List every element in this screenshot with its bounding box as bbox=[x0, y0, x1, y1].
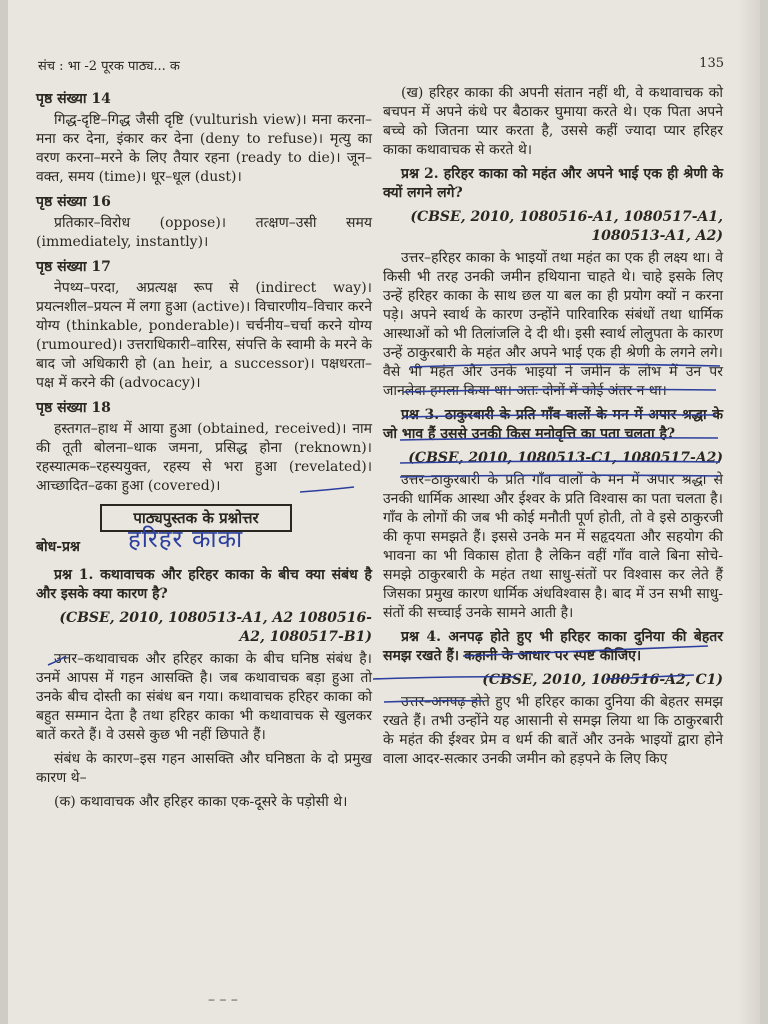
page-fold-shadow bbox=[738, 0, 760, 1024]
book-page bbox=[8, 0, 760, 1024]
section-heading-18: पृष्ठ संख्या 18 bbox=[36, 400, 111, 416]
section-heading-17: पृष्ठ संख्या 17 bbox=[36, 259, 111, 275]
section-heading-16: पृष्ठ संख्या 16 bbox=[36, 194, 111, 210]
question-1-reference: (CBSE, 2010, 1080513-A1, A2 1080516-A2, 1080517-B1) bbox=[59, 610, 372, 645]
textbook-qa-box-title: पाठ्यपुस्तक के प्रश्नोत्तर bbox=[100, 504, 292, 532]
answer-3: उत्तर–ठाकुरबारी के प्रति गाँव वालों के मन में अपार श्रद्धा से उनकी धार्मिक आस्था और ईश्वर के प्रति विश्वास का पता चलता है। गाँव के लोगों की जब भी कोई मनौती पूर्ण होती, तो वे इसे ठाकुरजी की कृपा समझते हैं। इससे उनके मन में सहृदयता और सहयोग की भावना का भी विकास होता है लेकिन वहीं गाँव वाले बिना सोचे-समझे ठाकुरबारी के महंत तथा साधु-संतों पर विश्वास कर लेते हैं जिसका प्रमुख कारण धार्मिक अंधविश्वास है। बाद में उन सभी साधु-संतों की सच्चाई उनके सामने आती है। bbox=[383, 472, 723, 621]
answer-1-reasons: संबंध के कारण–इस गहन आसक्ति और घनिष्ठता के दो प्रमुख कारण थे– bbox=[36, 751, 372, 786]
header-left: संच : भा -2 पूरक पाठ्य... क bbox=[38, 59, 180, 74]
answer-2: उत्तर–हरिहर काका के भाइयों तथा महंत का एक ही लक्ष्य था। वे किसी भी तरह उनकी जमीन हथियाना चाहते थे। चाहे इसके लिए उन्हें हरिहर काका के साथ छल या बल का ही प्रयोग क्यों न करना पड़े। अपने स्वार्थ के कारण उन्होंने पारिवारिक संबंधों तथा धार्मिक आस्थाओं को भी तिलांजलि दे दी थी। इसी स्वार्थ लोलुपता के कारण उन्हें ठाकुरबारी के महंत और अपने भाई एक ही श्रेणी के लगने लगे। वैसे भी महंत और उनके भाइयों ने जमीन के लोभ में उन पर जानलेवा हमला किया था। अतः दोनों में कोई अंतर न था। bbox=[383, 250, 723, 399]
question-4: प्रश्न 4. अनपढ़ होते हुए भी हरिहर काका दुनिया की बेहतर समझ रखते हैं। कहानी के आधार पर स्पष्ट कीजिए। bbox=[383, 629, 723, 664]
bodh-prashn-row bbox=[36, 525, 372, 562]
glossary-18: हस्तगत–हाथ में आया हुआ (obtained, received)। नाम की तूती बोलना–धाक जमना, प्रसिद्ध होना (reknown)। रहस्यात्मक–रहस्ययुक्त, रहस्य से भरा हुआ (revelated)। आच्छादित–ढका हुआ (covered)। bbox=[36, 421, 372, 494]
question-1: प्रश्न 1. कथावाचक और हरिहर काका के बीच क्या संबंध है और इसके क्या कारण है? bbox=[36, 567, 372, 602]
question-4-reference: (CBSE, 2010, 1080516-A2, C1) bbox=[482, 672, 723, 688]
glossary-16: प्रतिकार–विरोध (oppose)। तत्क्षण–उसी समय (immediately, instantly)। bbox=[36, 215, 372, 250]
section-heading-14: पृष्ठ संख्या 14 bbox=[36, 91, 111, 107]
question-3: प्रश्न 3. ठाकुरबारी के प्रति गाँव वालों के मन में अपार श्रद्धा के जो भाव हैं उससे उनकी किस मनोवृत्ति का पता चलता है? bbox=[383, 407, 723, 442]
question-3-reference: (CBSE, 2010, 1080513-C1, 1080517-A2) bbox=[408, 450, 723, 466]
running-header bbox=[38, 56, 724, 78]
answer-1: उत्तर–कथावाचक और हरिहर काका के बीच घनिष्ठ संबंध है। उनमें आपस में गहन आसक्ति है। जब कथावाचक बड़ा हुआ तो उनके बीच दोस्ती का संबंध बन गया। कथावाचक हरिहर काका को बहुत सम्मान देता है तथा हरिहर काका भी कथावाचक से खुलकर बातें करते हैं। वे उससे कुछ भी नहीं छिपाते हैं। bbox=[36, 651, 372, 743]
footer-dashes: – – – bbox=[208, 992, 238, 1008]
question-2: प्रश्न 2. हरिहर काका को महंत और अपने भाई एक ही श्रेणी के क्यों लगने लगे? bbox=[383, 166, 723, 201]
glossary-17: नेपथ्य–परदा, अप्रत्यक्ष रूप से (indirect way)। प्रयत्नशील–प्रयत्न में लगा हुआ (active)। विचारणीय–विचार करने योग्य (thinkable, ponderable)। चर्चनीय–चर्चा करने योग्य (rumoured)। उत्तराधिकारी–वारिस, संपत्ति के स्वामी के मरने के बाद जो अधिकारी हो (an heir, a successor)। पक्षधरता–पक्ष में करने की (advocacy)। bbox=[36, 280, 372, 391]
page-number: 135 bbox=[699, 56, 724, 71]
glossary-14: गिद्ध-दृष्टि–गिद्ध जैसी दृष्टि (vulturish view)। मना करना–मना कर देना, इंकार कर देना (deny to refuse)। मृत्यु का वरण करना–मरने के लिए तैयार रहना (ready to die)। जून–वक्त, समय (time)। धूर–धूल (dust)। bbox=[36, 112, 372, 185]
left-column bbox=[36, 84, 372, 817]
handwritten-note: हरिहर काका bbox=[128, 525, 244, 553]
answer-1-reason-a: (क) कथावाचक और हरिहर काका एक-दूसरे के पड़ोसी थे। bbox=[54, 794, 348, 810]
right-column bbox=[383, 84, 723, 774]
answer-4: उत्तर–अनपढ़ होते हुए भी हरिहर काका दुनिया की बेहतर समझ रखते हैं। तभी उन्होंने यह आसानी से समझ लिया था कि ठाकुरबारी के महंत की ईश्वर प्रेम व धर्म की बातें और उनके भाइयों द्वारा होने वाला आदर-सत्कार उनकी जमीन को हड़पने के लिए किए bbox=[383, 694, 723, 767]
question-2-reference: (CBSE, 2010, 1080516-A1, 1080517-A1, 1080513-A1, A2) bbox=[410, 209, 723, 244]
bodh-prashn-label: बोध-प्रश्न bbox=[36, 539, 80, 555]
answer-1-reason-b: (ख) हरिहर काका की अपनी संतान नहीं थी, वे कथावाचक को बचपन में अपने कंधे पर बैठाकर घुमाया करते थे। एक पिता अपने बच्चे को जितना प्यार करता है, उससे कहीं ज्यादा प्यार हरिहर काका कथावाचक से करते थे। bbox=[383, 85, 723, 158]
